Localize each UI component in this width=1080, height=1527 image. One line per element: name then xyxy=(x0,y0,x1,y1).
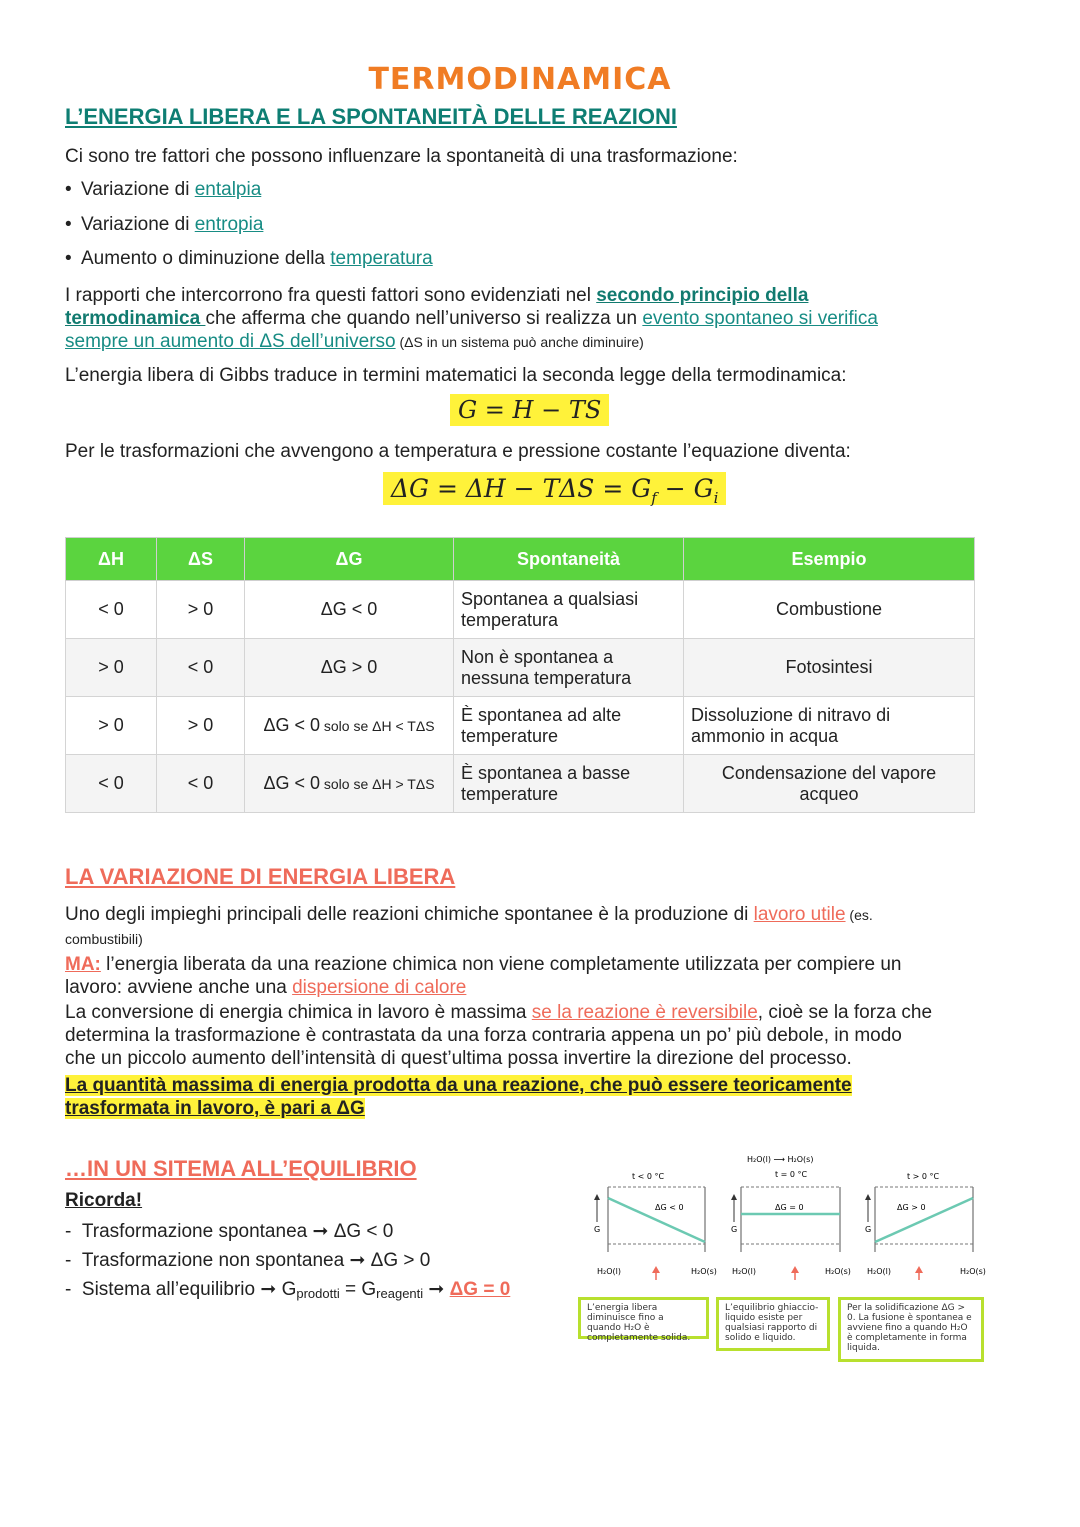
header-ds: ΔS xyxy=(157,538,245,581)
caption-box: L’equilibrio ghiaccio-liquido esiste per qualsiasi rapporto di solido e liquido. xyxy=(716,1297,830,1351)
bullet-icon: • xyxy=(65,179,72,200)
intro-text: Ci sono tre fattori che possono influenzare la spontaneità di una trasformazione: xyxy=(65,146,738,167)
arrow-right-icon: ➞ xyxy=(423,1279,450,1300)
arrow-up-icon xyxy=(652,1266,660,1273)
highlight-statement: La quantità massima di energia prodotta da una reazione, che può essere teoricamente trasformata in lavoro, è pari a ΔG xyxy=(65,1075,852,1119)
arrow-up-icon xyxy=(915,1266,923,1273)
graph-condition: t > 0 °C xyxy=(907,1172,940,1181)
arrow-up-icon xyxy=(791,1266,799,1273)
graph-dg-label: ΔG > 0 xyxy=(897,1203,926,1212)
graph-right-label: H₂O(s) xyxy=(960,1267,986,1276)
link-secondo-principio[interactable]: secondo principio della xyxy=(596,285,809,306)
link-dispersione-calore[interactable]: dispersione di calore xyxy=(292,977,467,998)
graph-dg-label: ΔG < 0 xyxy=(655,1203,684,1212)
table-row: > 0 > 0 ΔG < 0 solo se ΔH < TΔS È spontanea ad alte temperature Dissoluzione di nitravo di ammonio in acqua xyxy=(66,697,975,755)
constant-conditions-paragraph: Per le trasformazioni che avvengono a temperatura e pressione costante l’equazione diventa: xyxy=(65,441,851,462)
graph-freezing xyxy=(594,1172,717,1280)
header-dh: ΔH xyxy=(66,538,157,581)
graph-axis-label: G xyxy=(731,1225,738,1234)
arrow-right-icon: ➞ xyxy=(255,1279,282,1300)
graph-axis-label: G xyxy=(594,1225,601,1234)
graph-left-label: H₂O(l) xyxy=(867,1267,891,1276)
graph-melting xyxy=(865,1172,986,1280)
header-dg: ΔG xyxy=(245,538,454,581)
link-termodinamica[interactable]: termodinamica xyxy=(65,308,206,329)
bullet-icon: • xyxy=(65,248,72,269)
reversibile-paragraph: La conversione di energia chimica in lavoro è massima se la reazione è reversibile, cioè se la forza che determina la trasformazione è contrastata da una forza contraria appena un po’ più debole, in modo che un piccolo aumento dell’intensità di quest’ultima possa invertire la direzione del processo. xyxy=(65,1002,933,1069)
table-header-row xyxy=(66,538,975,581)
bullet-icon: • xyxy=(65,214,72,235)
section-heading-equilibrio: …IN UN SITEMA ALL’EQUILIBRIO xyxy=(65,1156,417,1181)
page-title: TERMODINAMICA xyxy=(368,62,672,97)
bullet-item: • Variazione di entalpia xyxy=(65,179,262,200)
table-row: < 0 > 0 ΔG < 0 Spontanea a qualsiasi temperatura Combustione xyxy=(66,581,975,639)
delta-g-equation: $\Delta G = \Delta H - T\Delta S = G_f - G_i$ xyxy=(383,474,726,507)
link-entalpia[interactable]: entalpia xyxy=(194,179,262,200)
gibbs-equation: G = H − TS xyxy=(450,396,609,425)
link-temperatura[interactable]: temperatura xyxy=(330,248,433,269)
list-item: - Trasformazione non spontanea ➞ ΔG > 0 xyxy=(65,1250,431,1271)
link-reazione-reversibile[interactable]: se la reazione è reversibile xyxy=(531,1002,758,1023)
graph-equilibrium xyxy=(731,1155,851,1280)
link-evento-spontaneo[interactable]: evento spontaneo si verifica xyxy=(642,308,878,329)
arrow-right-icon: ➞ xyxy=(344,1250,371,1271)
arrow-up-icon xyxy=(731,1194,737,1200)
second-law-paragraph: I rapporti che intercorrono fra questi fattori sono evidenziati nel secondo principio della termodinamica che afferma che quando nell’universo si realizza un evento spontaneo si verifica sempre un aumento di ΔS dell’universo (ΔS in un sistema può anche diminuire) xyxy=(65,285,878,352)
spontaneity-table xyxy=(65,537,975,813)
graph-right-label: H₂O(s) xyxy=(825,1267,851,1276)
equilibrium-graphs xyxy=(575,1150,995,1280)
graph-axis-label: G xyxy=(865,1225,872,1234)
graph-condition: t < 0 °C xyxy=(632,1172,665,1181)
graph-right-label: H₂O(s) xyxy=(691,1267,717,1276)
graph-dg-label: ΔG = 0 xyxy=(775,1203,804,1212)
arrow-up-icon xyxy=(594,1194,600,1200)
bullet-item: • Aumento o diminuzione della temperatura xyxy=(65,248,433,269)
list-item-equilibrium: - Sistema all’equilibrio ➞ $G_{prodotti} = G_{reagenti}$ ➞ ΔG = 0 xyxy=(65,1279,511,1301)
lavoro-utile-paragraph: Uno degli impieghi principali delle reazioni chimiche spontanee è la produzione di lavoro utile (es. combustibili) xyxy=(65,904,873,947)
link-entropia[interactable]: entropia xyxy=(194,214,264,235)
caption-box: Per la solidificazione ΔG > 0. La fusione è spontanea e avviene fino a quando H₂O è completamente in forma liquida. xyxy=(838,1297,984,1362)
graph-left-label: H₂O(l) xyxy=(597,1267,621,1276)
ricorda-label: Ricorda! xyxy=(65,1190,143,1211)
table-row: > 0 < 0 ΔG > 0 Non è spontanea a nessuna temperatura Fotosintesi xyxy=(66,639,975,697)
graph-condition: t = 0 °C xyxy=(775,1170,808,1179)
list-item: - Trasformazione spontanea ➞ ΔG < 0 xyxy=(65,1221,394,1242)
header-esempio: Esempio xyxy=(684,538,975,581)
arrow-right-icon: ➞ xyxy=(307,1221,334,1242)
table-row: < 0 < 0 ΔG < 0 solo se ΔH > TΔS È spontanea a basse temperature Condensazione del vapore acqueo xyxy=(66,755,975,813)
gibbs-paragraph: L’energia libera di Gibbs traduce in termini matematici la seconda legge della termodinamica: xyxy=(65,365,847,386)
graph-left-label: H₂O(l) xyxy=(732,1267,756,1276)
link-lavoro-utile[interactable]: lavoro utile xyxy=(753,904,846,925)
section-heading-variazione: LA VARIAZIONE DI ENERGIA LIBERA xyxy=(65,864,456,889)
link-aumento-entropia[interactable]: sempre un aumento di ΔS dell’universo xyxy=(65,331,396,352)
arrow-up-icon xyxy=(865,1194,871,1200)
ma-paragraph: MA: l’energia liberata da una reazione chimica non viene completamente utilizzata per compiere un lavoro: avviene anche una dispersione di calore xyxy=(65,954,902,998)
graph-top-label: H₂O(l) ⟶ H₂O(s) xyxy=(747,1155,814,1164)
header-spontaneita: Spontaneità xyxy=(454,538,684,581)
bullet-item: • Variazione di entropia xyxy=(65,214,264,235)
section-heading-energia-libera: L’ENERGIA LIBERA E LA SPONTANEITÀ DELLE REAZIONI xyxy=(65,104,677,129)
caption-box: L’energia libera diminuisce fino a quando H₂O è completamente solida. xyxy=(578,1297,709,1339)
